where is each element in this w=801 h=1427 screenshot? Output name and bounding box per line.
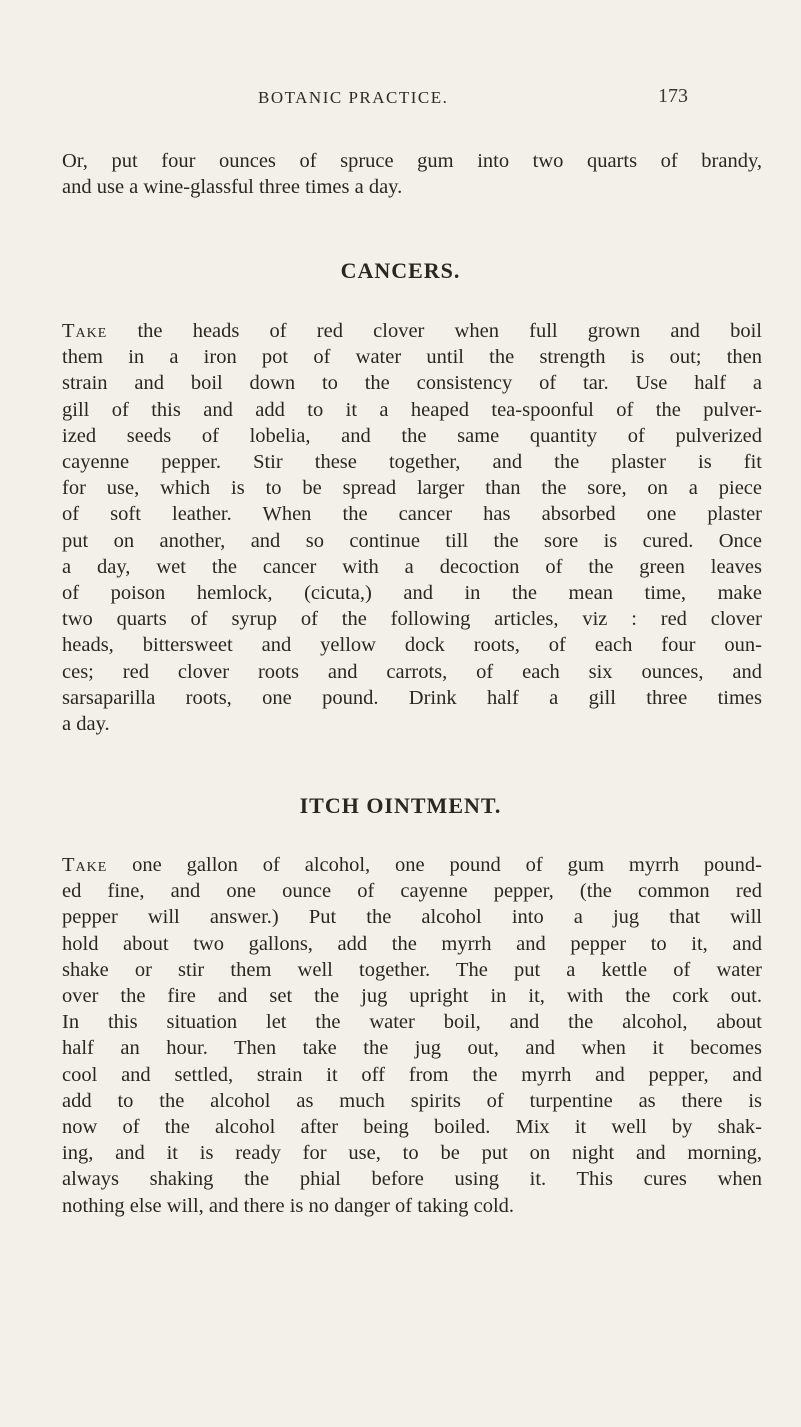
- text-line: always shaking the phial before using it. This cures when: [62, 1168, 762, 1191]
- text-line: ing, and it is ready for use, to be put on night and morning,: [62, 1142, 762, 1165]
- lead-word: Take: [62, 320, 108, 342]
- section-heading-cancers: CANCERS.: [340, 258, 461, 283]
- text-line: them in a iron pot of water until the strength is out; then: [62, 346, 762, 369]
- text-line: ed fine, and one ounce of cayenne pepper, (the common red: [62, 880, 762, 903]
- text-line: hold about two gallons, add the myrrh and pepper to it, and: [62, 932, 762, 955]
- text-line: half an hour. Then take the jug out, and when it becomes: [62, 1037, 762, 1060]
- text-line: a day, wet the cancer with a decoction of the green leaves: [62, 555, 762, 578]
- text-line: Or, put four ounces of spruce gum into two quarts of brandy,: [62, 150, 762, 172]
- text-line: [62, 318, 762, 344]
- text-fragment: the heads of red clover when full grown and boil: [107, 320, 762, 342]
- text-line: cool and settled, strain it off from the myrrh and pepper, and: [62, 1063, 762, 1086]
- text-line: shake or stir them well together. The put a kettle of water: [62, 958, 762, 981]
- text-line: of soft leather. When the cancer has absorbed one plaster: [62, 503, 762, 526]
- text-line: strain and boil down to the consistency of tar. Use half a: [62, 372, 762, 395]
- text-line: put on another, and so continue till the sore is cured. Once: [62, 529, 762, 552]
- text-line: and use a wine-glassful three times a day.: [62, 176, 403, 199]
- section-heading-itch-ointment: ITCH OINTMENT.: [299, 793, 502, 818]
- text-line: cayenne pepper. Stir these together, and the plaster is fit: [62, 451, 762, 474]
- text-line: now of the alcohol after being boiled. Mix it well by shak-: [62, 1116, 762, 1139]
- itch-ointment-paragraph: [62, 852, 762, 1219]
- text-line: a day.: [62, 713, 110, 736]
- page-number: 173: [658, 85, 688, 107]
- running-head: BOTANIC PRACTICE.: [258, 88, 449, 107]
- text-line: [62, 852, 762, 878]
- lead-word: Take: [62, 854, 108, 876]
- text-line: ces; red clover roots and carrots, of each six ounces, and: [62, 660, 762, 683]
- cancers-paragraph: [62, 318, 762, 737]
- text-line: ized seeds of lobelia, and the same quantity of pulverized: [62, 424, 762, 447]
- text-line: add to the alcohol as much spirits of turpentine as there is: [62, 1089, 762, 1112]
- text-line: pepper will answer.) Put the alcohol into a jug that will: [62, 906, 762, 929]
- text-line: sarsaparilla roots, one pound. Drink half a gill three times: [62, 686, 762, 709]
- text-line: gill of this and add to it a heaped tea-spoonful of the pulver-: [62, 398, 762, 421]
- text-line: nothing else will, and there is no danger of taking cold.: [62, 1194, 515, 1217]
- text-line: heads, bittersweet and yellow dock roots, of each four oun-: [62, 634, 762, 657]
- intro-paragraph: [62, 148, 762, 200]
- text-line: for use, which is to be spread larger than the sore, on a piece: [62, 477, 762, 500]
- text-line: of poison hemlock, (cicuta,) and in the mean time, make: [62, 582, 762, 605]
- text-line: over the fire and set the jug upright in it, with the cork out.: [62, 985, 762, 1008]
- text-line: two quarts of syrup of the following articles, viz : red clover: [62, 608, 762, 631]
- text-fragment: one gallon of alcohol, one pound of gum myrrh pound-: [107, 854, 762, 876]
- text-line: In this situation let the water boil, and the alcohol, about: [62, 1011, 762, 1034]
